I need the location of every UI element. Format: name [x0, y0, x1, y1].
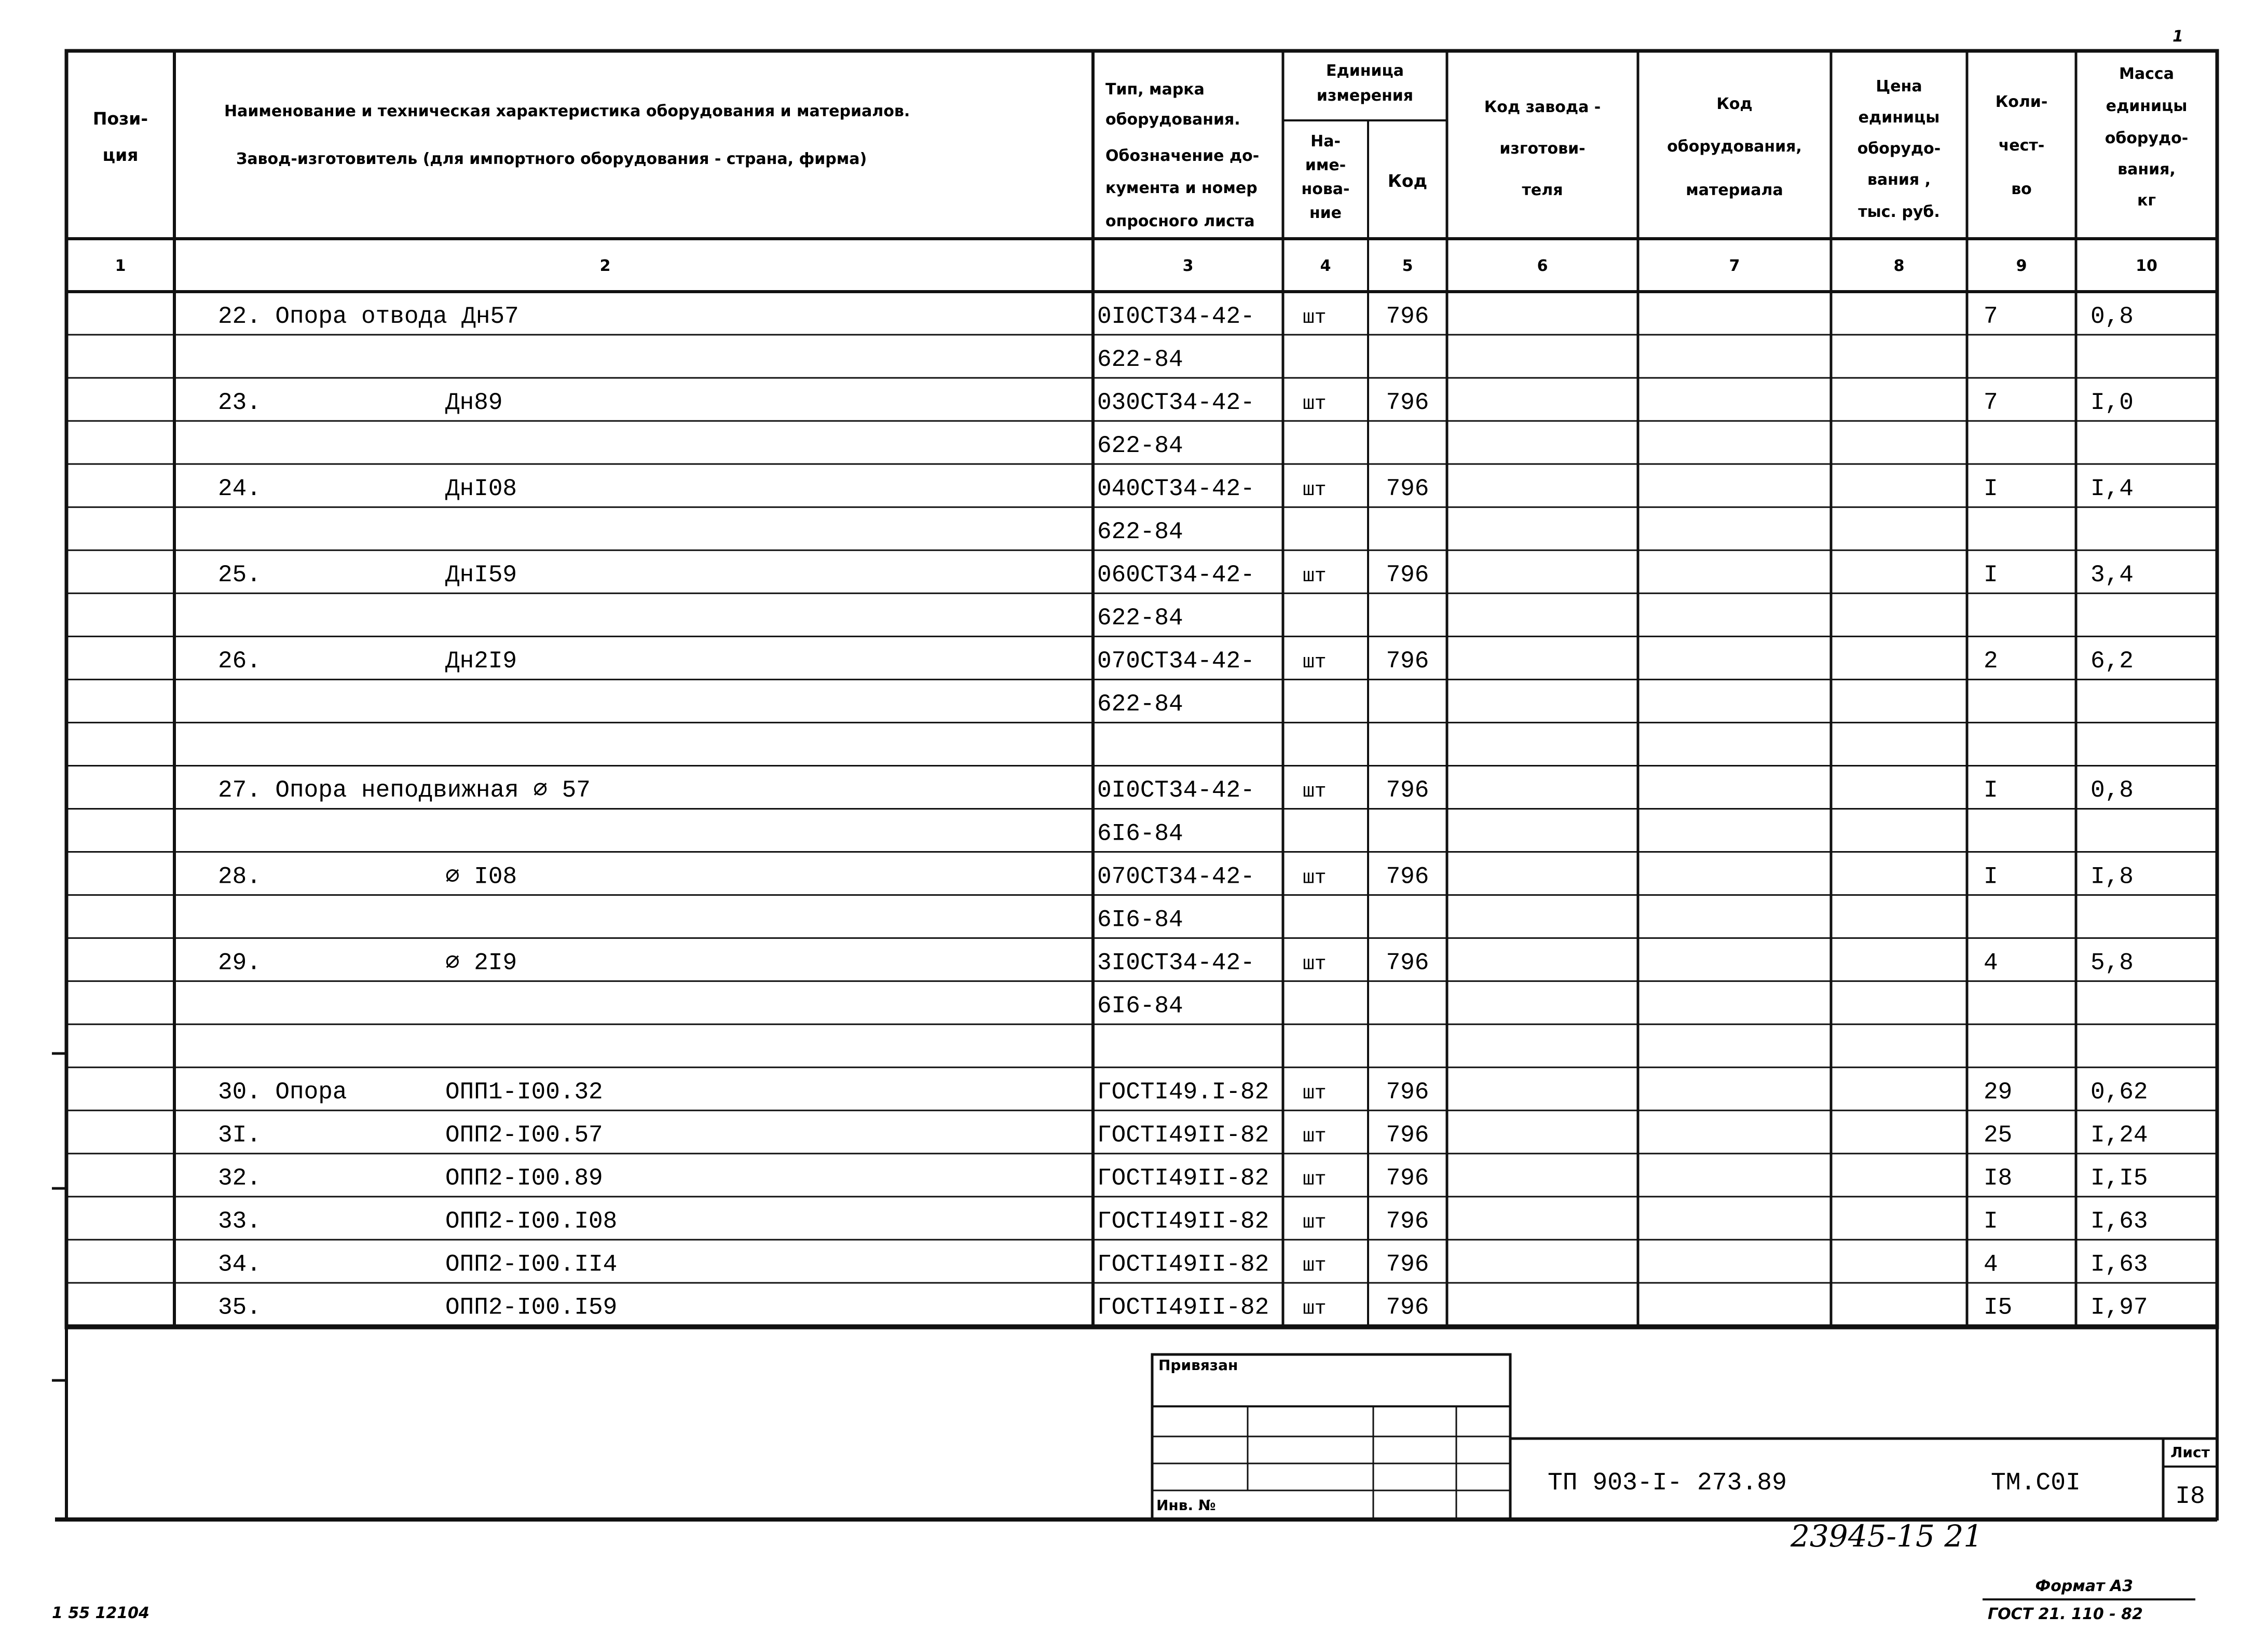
- cell-name: 30. Опора: [218, 1078, 347, 1106]
- cell-qty: 4: [1984, 949, 1998, 977]
- cell-spec: ОПП2-I00.II4: [445, 1251, 618, 1278]
- header-col10-line4: вания,: [2117, 160, 2176, 179]
- header-col6-line1: Код завода -: [1484, 98, 1601, 116]
- cell-mass: I,63: [2091, 1251, 2148, 1278]
- cell-unit: шт: [1303, 953, 1327, 976]
- cell-mass: 0,62: [2091, 1078, 2148, 1106]
- table-row: [1097, 992, 1183, 1019]
- header-col3-line4: кумента и номер: [1105, 179, 1258, 197]
- cell-spec: ОПП2-I00.I59: [445, 1294, 618, 1321]
- header-col9-line3: во: [2011, 180, 2032, 198]
- cell-type: ГОСТI49II-82: [1097, 1251, 1269, 1278]
- header-col1-line1: Пози-: [92, 108, 148, 129]
- header-col10-line3: оборудо-: [2105, 129, 2189, 147]
- col-number-9: 9: [2016, 257, 2027, 275]
- cell-spec: ОПП2-I00.89: [445, 1165, 603, 1192]
- cell-spec: ОПП1-I00.32: [445, 1078, 603, 1106]
- header-col10-line1: Масса: [2119, 65, 2174, 83]
- cell-type: 622-84: [1097, 346, 1183, 373]
- table-row: [1097, 518, 1183, 545]
- table-row: [218, 562, 2134, 588]
- cell-spec: ДнI59: [445, 562, 517, 589]
- header-col8-line1: Цена: [1876, 77, 1922, 95]
- cell-qty: 29: [1984, 1078, 2013, 1106]
- cell-code: 796: [1386, 1251, 1429, 1278]
- cell-name: 27. Опора неподвижная ∅ 57: [218, 777, 591, 804]
- col-number-8: 8: [1893, 257, 1905, 275]
- cell-code: 796: [1386, 648, 1429, 675]
- col-number-6: 6: [1537, 257, 1548, 275]
- cell-code: 796: [1386, 949, 1429, 977]
- header-col3-line3: Обозначение до-: [1105, 147, 1260, 165]
- cell-unit: шт: [1303, 478, 1327, 501]
- cell-type: 3I0CT34-42-: [1097, 949, 1255, 977]
- cell-code: 796: [1386, 562, 1429, 589]
- cell-name: 23.: [218, 389, 261, 416]
- cell-mass: I,24: [2091, 1121, 2148, 1149]
- cell-code: 796: [1386, 1294, 1429, 1321]
- cell-type: 622-84: [1097, 691, 1183, 718]
- cell-spec: Дн2I9: [445, 648, 517, 675]
- cell-qty: I: [1984, 863, 1998, 891]
- cell-type: 0I0CT34-42-: [1097, 777, 1255, 804]
- cell-type: 040CT34-42-: [1097, 475, 1255, 502]
- sheet-number: I8: [2175, 1483, 2205, 1511]
- cell-name: 26.: [218, 648, 261, 675]
- cell-mass: I,0: [2091, 389, 2134, 416]
- col-number-2: 2: [599, 257, 611, 275]
- title-block: [55, 1326, 2217, 1521]
- cell-qty: I: [1984, 475, 1998, 502]
- header-col10-line5: кг: [2137, 191, 2156, 210]
- cell-code: 796: [1386, 863, 1429, 891]
- col-number-5: 5: [1402, 257, 1413, 275]
- cell-qty: I8: [1984, 1165, 2013, 1192]
- col-number-10: 10: [2136, 257, 2157, 275]
- header-col4-line3: нова-: [1301, 180, 1350, 198]
- header-col3-line5: опросного листа: [1105, 212, 1255, 230]
- cell-spec: ОПП2-I00.I08: [445, 1208, 618, 1235]
- cell-code: 796: [1386, 1078, 1429, 1106]
- header-col6-line3: теля: [1522, 181, 1563, 199]
- cell-name: 3I.: [218, 1121, 261, 1149]
- cell-code: 796: [1386, 1165, 1429, 1192]
- cell-spec: ДнI08: [445, 475, 517, 502]
- cell-mass: 0,8: [2091, 303, 2134, 330]
- cell-unit: шт: [1303, 1168, 1327, 1191]
- cell-spec: Дн89: [445, 389, 503, 416]
- cell-type: 070CT34-42-: [1097, 863, 1255, 891]
- header-col3-line1: Тип, марка: [1105, 80, 1205, 99]
- cell-mass: I,4: [2091, 475, 2134, 502]
- cell-name: 22. Опора отвода Дн57: [218, 303, 519, 330]
- col-number-7: 7: [1729, 257, 1740, 275]
- cell-qty: I5: [1984, 1294, 2013, 1321]
- cell-mass: 0,8: [2091, 777, 2134, 804]
- cell-spec: ОПП2-I00.57: [445, 1121, 603, 1149]
- cell-unit: шт: [1303, 651, 1327, 674]
- cell-code: 796: [1386, 1208, 1429, 1235]
- header-col8-line5: тыс. руб.: [1858, 203, 1940, 221]
- cell-name: 24.: [218, 475, 261, 502]
- col-number-3: 3: [1182, 257, 1194, 275]
- cell-unit: шт: [1303, 781, 1327, 803]
- cell-name: 25.: [218, 562, 261, 589]
- table-row: [218, 863, 2134, 890]
- cell-type: 622-84: [1097, 518, 1183, 545]
- header-col8-line4: вания ,: [1867, 171, 1931, 189]
- header-col4-line2: име-: [1305, 156, 1346, 174]
- table-row: [1097, 820, 1183, 847]
- cell-unit: шт: [1303, 1211, 1327, 1234]
- cell-qty: 25: [1984, 1121, 2013, 1149]
- cell-unit: шт: [1303, 306, 1327, 329]
- format-label: Формат А3: [2035, 1577, 2133, 1595]
- cell-type: 060CT34-42-: [1097, 562, 1255, 589]
- table-row: [218, 1165, 2148, 1192]
- cell-unit: шт: [1303, 392, 1327, 415]
- table-row: [218, 389, 2134, 416]
- column-number-row: [115, 257, 2157, 275]
- cell-type: 070CT34-42-: [1097, 648, 1255, 675]
- header-col5: Код: [1387, 171, 1428, 191]
- header-col2-line1: Наименование и техническая характеристика оборудования и материалов.: [224, 102, 910, 120]
- handwritten-inventory-number: 23945-15 21: [1791, 1518, 1983, 1554]
- table-row: [218, 777, 2134, 804]
- cell-name: 32.: [218, 1165, 261, 1192]
- table-row: [218, 1079, 2148, 1106]
- header-col8-line2: единицы: [1858, 108, 1940, 127]
- header-col2-line2: Завод-изготовитель (для импортного оборудования - страна, фирма): [236, 150, 867, 168]
- col-number-4: 4: [1320, 257, 1331, 275]
- cell-mass: I,97: [2091, 1294, 2148, 1321]
- cell-type: 030CT34-42-: [1097, 389, 1255, 416]
- header-col3-line2: оборудования.: [1105, 111, 1240, 129]
- cell-unit: шт: [1303, 1254, 1327, 1277]
- header-col7-line3: материала: [1686, 181, 1783, 199]
- cell-unit: шт: [1303, 1297, 1327, 1320]
- header-unit-group-line1: Единица: [1326, 62, 1404, 80]
- cell-qty: I: [1984, 562, 1998, 589]
- cell-name: 28.: [218, 863, 261, 891]
- cell-mass: 6,2: [2091, 648, 2134, 675]
- left-archive-code: 1 55 12104: [52, 1604, 149, 1622]
- cell-qty: 7: [1984, 303, 1998, 330]
- cell-type: 622-84: [1097, 432, 1183, 459]
- cell-mass: I,I5: [2091, 1165, 2148, 1192]
- table-row: [218, 1122, 2148, 1149]
- header-col7-line1: Код: [1716, 95, 1753, 113]
- table-row: [1097, 691, 1183, 718]
- table-row: [1097, 906, 1183, 933]
- header-col8-line3: оборудо-: [1857, 140, 1941, 158]
- cell-type: ГОСТI49II-82: [1097, 1208, 1269, 1235]
- header-col4-line4: ние: [1309, 204, 1342, 222]
- cell-code: 796: [1386, 303, 1429, 330]
- cell-name: 29.: [218, 949, 261, 977]
- header-unit-group-line2: измерения: [1316, 87, 1414, 105]
- header-col9-line1: Коли-: [1995, 93, 2048, 111]
- cell-type: 0I0CT34-42-: [1097, 303, 1255, 330]
- inventory-number-label: Инв. №: [1156, 1497, 1216, 1514]
- section-code: ТМ.С0I: [1991, 1469, 2081, 1497]
- cell-type: 6I6-84: [1097, 820, 1183, 847]
- col-number-1: 1: [115, 257, 126, 275]
- header-col1-line2: ция: [102, 145, 139, 165]
- cell-code: 796: [1386, 1121, 1429, 1149]
- cell-type: 622-84: [1097, 605, 1183, 632]
- cell-type: ГОСТI49II-82: [1097, 1294, 1269, 1321]
- cell-mass: 3,4: [2091, 562, 2134, 589]
- table-row: [1097, 346, 1183, 373]
- table-row: [1097, 432, 1183, 459]
- table-header: [93, 62, 2188, 230]
- cell-type: ГОСТI49II-82: [1097, 1165, 1269, 1192]
- header-col9-line2: чест-: [1998, 136, 2045, 155]
- table-row: [218, 1208, 2148, 1235]
- corner-mark: 1: [2173, 28, 2183, 46]
- cell-unit: шт: [1303, 1125, 1327, 1148]
- cell-type: ГОСТI49II-82: [1097, 1121, 1269, 1149]
- margin-ticks: [52, 1053, 66, 1380]
- cell-code: 796: [1386, 475, 1429, 502]
- table-row: [218, 303, 2134, 330]
- gost-label: ГОСТ 21. 110 - 82: [1988, 1605, 2143, 1623]
- cell-qty: 7: [1984, 389, 1998, 416]
- sheet-label: Лист: [2170, 1444, 2210, 1461]
- table-row: [218, 475, 2134, 502]
- cell-unit: шт: [1303, 867, 1327, 889]
- cell-unit: шт: [1303, 1082, 1327, 1105]
- header-col7-line2: оборудования,: [1667, 138, 1802, 156]
- header-col10-line2: единицы: [2106, 97, 2188, 115]
- cell-code: 796: [1386, 389, 1429, 416]
- header-col6-line2: изготови-: [1499, 140, 1586, 158]
- bound-by-label: Привязан: [1158, 1357, 1238, 1374]
- table-row: [218, 949, 2134, 976]
- cell-qty: I: [1984, 1208, 1998, 1235]
- cell-mass: 5,8: [2091, 949, 2134, 977]
- cell-mass: I,63: [2091, 1208, 2148, 1235]
- cell-qty: 2: [1984, 648, 1998, 675]
- table-row: [218, 1251, 2148, 1278]
- cell-spec: ∅ I08: [445, 863, 517, 891]
- cell-name: 33.: [218, 1208, 261, 1235]
- cell-unit: шт: [1303, 565, 1327, 588]
- cell-mass: I,8: [2091, 863, 2134, 891]
- cell-type: 6I6-84: [1097, 906, 1183, 934]
- table-row: [218, 648, 2134, 675]
- table-row: [1097, 605, 1183, 632]
- cell-spec: ∅ 2I9: [445, 949, 517, 977]
- document-code: ТП 903-I- 273.89: [1548, 1469, 1787, 1497]
- cell-qty: I: [1984, 777, 1998, 804]
- cell-type: 6I6-84: [1097, 992, 1183, 1020]
- header-col4-line1: На-: [1310, 132, 1341, 150]
- table-row: [218, 1294, 2148, 1321]
- cell-code: 796: [1386, 777, 1429, 804]
- cell-name: 35.: [218, 1294, 261, 1321]
- cell-type: ГОСТI49.I-82: [1097, 1078, 1269, 1106]
- cell-name: 34.: [218, 1251, 261, 1278]
- cell-qty: 4: [1984, 1251, 1998, 1278]
- table-body: [218, 303, 2148, 1321]
